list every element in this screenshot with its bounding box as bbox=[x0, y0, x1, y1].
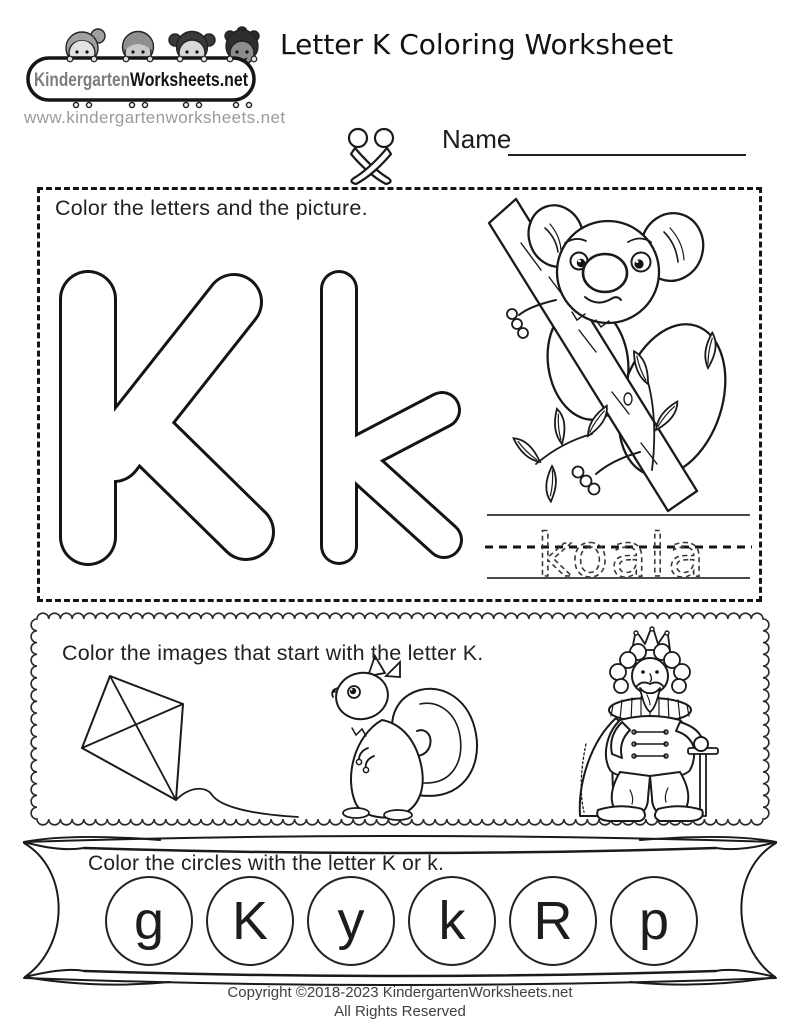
letter-circle-p: p bbox=[610, 876, 698, 966]
squirrel-image bbox=[332, 656, 477, 820]
letter-circle-R: R bbox=[509, 876, 597, 966]
name-write-line bbox=[508, 121, 746, 156]
scissors-icon bbox=[336, 126, 408, 190]
circles-instruction: Color the circles with the letter K or k. bbox=[88, 852, 444, 875]
images-instruction: Color the images that start with the letter K. bbox=[62, 641, 484, 665]
king-image bbox=[580, 627, 718, 821]
letters-instruction: Color the letters and the picture. bbox=[55, 196, 368, 220]
page-title: Letter K Coloring Worksheet bbox=[280, 28, 674, 61]
letter-circle-K: K bbox=[206, 876, 294, 966]
lowercase-k-outline bbox=[339, 289, 444, 546]
logo-wordmark: KindergartenWorksheets.net bbox=[34, 70, 249, 91]
letter-circle-y: y bbox=[307, 876, 395, 966]
letter-circle-g: g bbox=[105, 876, 193, 966]
kite-image bbox=[82, 676, 298, 817]
uppercase-k-outline bbox=[88, 299, 246, 537]
letter-circle-k: k bbox=[408, 876, 496, 966]
copyright-line: Copyright ©2018-2023 KindergartenWorksheets.net bbox=[227, 984, 573, 1001]
name-label: Name bbox=[442, 124, 512, 154]
koala-image bbox=[489, 198, 744, 511]
rights-line: All Rights Reserved bbox=[334, 1003, 466, 1020]
koala-nose bbox=[583, 254, 627, 292]
kindergarten-worksheets-logo bbox=[20, 12, 270, 112]
website-url: www.kindergartenworksheets.net bbox=[24, 108, 286, 127]
letters-section-art bbox=[40, 190, 760, 600]
logo-feet bbox=[74, 103, 252, 108]
trace-word-koala: koala bbox=[537, 521, 707, 591]
